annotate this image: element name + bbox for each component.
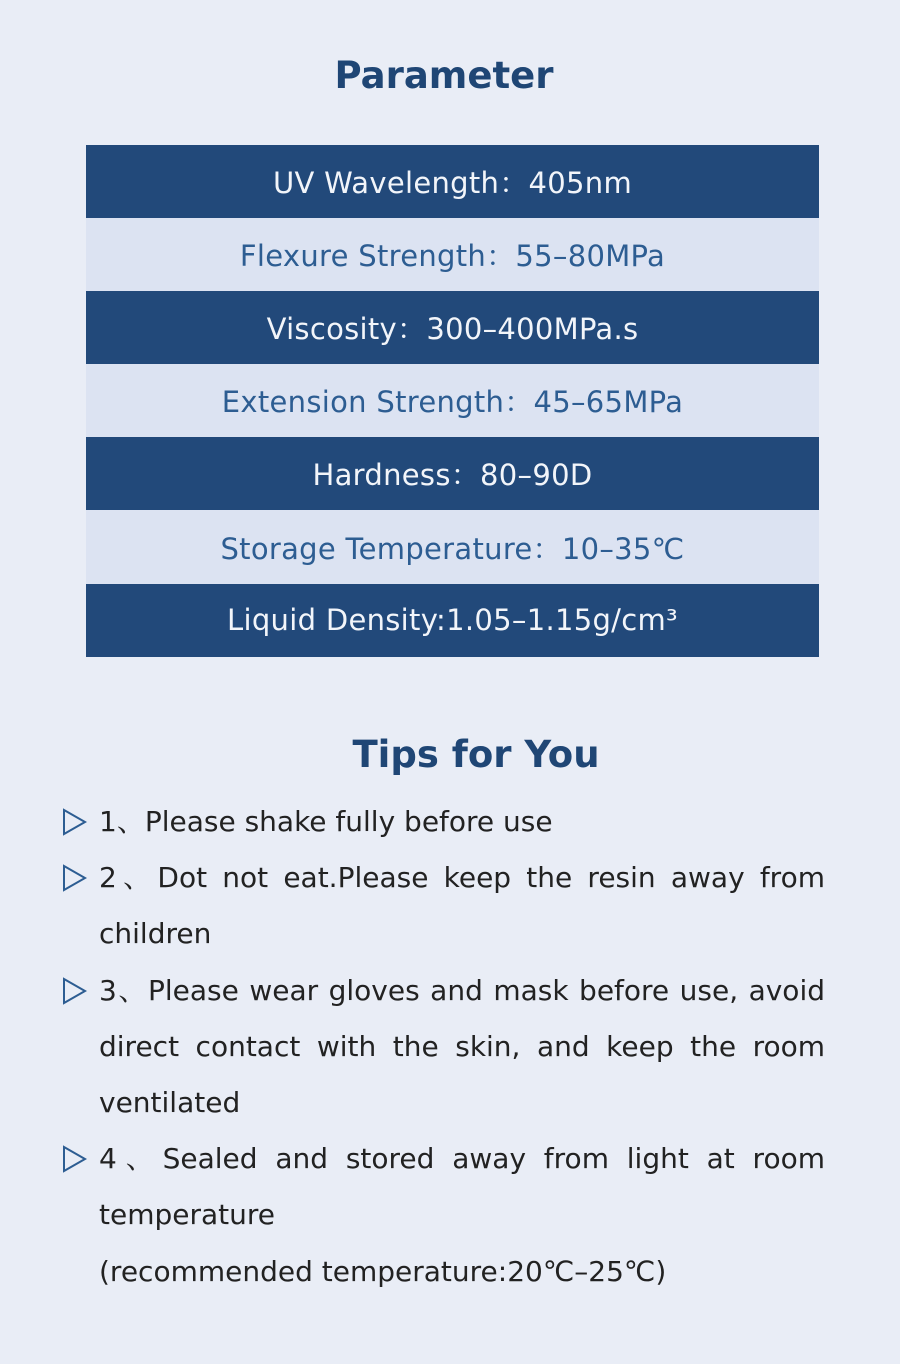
tips-title: Tips for You xyxy=(352,733,600,776)
param-row-liquid-density: Liquid Density:1.05–1.15g/cm³ xyxy=(86,584,819,657)
param-row-storage-temperature: Storage Temperature：10–35℃ xyxy=(86,510,819,583)
param-row-viscosity: Viscosity：300–400MPa.s xyxy=(86,291,819,364)
param-row-hardness: Hardness：80–90D xyxy=(86,437,819,510)
tip-item-1 xyxy=(60,794,825,850)
tip-item-2 xyxy=(60,850,825,962)
parameter-title: Parameter xyxy=(334,54,554,97)
param-row-uv-wavelength: UV Wavelength：405nm xyxy=(86,145,819,218)
param-row-extension-strength: Extension Strength：45–65MPa xyxy=(86,364,819,437)
tips-list xyxy=(60,794,825,1300)
tip-text: 2、Dot not eat.Please keep the resin away from children xyxy=(99,861,825,951)
tip-note: (recommended temperature:20℃–25℃) xyxy=(99,1254,667,1288)
triangle-bullet-icon xyxy=(62,808,88,836)
parameter-table xyxy=(86,145,819,657)
triangle-bullet-icon xyxy=(62,864,88,892)
triangle-bullet-icon xyxy=(62,977,88,1005)
tip-text: 4、Sealed and stored away from light at room temperature xyxy=(99,1142,825,1232)
tip-text: 3、Please wear gloves and mask before use, avoid direct contact with the skin, and keep the room ventilated xyxy=(99,973,825,1120)
param-row-flexure-strength: Flexure Strength：55–80MPa xyxy=(86,218,819,291)
tip-text: 1、Please shake fully before use xyxy=(99,805,553,838)
tip-item-4 xyxy=(60,1131,825,1300)
triangle-bullet-icon xyxy=(62,1145,88,1173)
tip-item-3 xyxy=(60,963,825,1132)
